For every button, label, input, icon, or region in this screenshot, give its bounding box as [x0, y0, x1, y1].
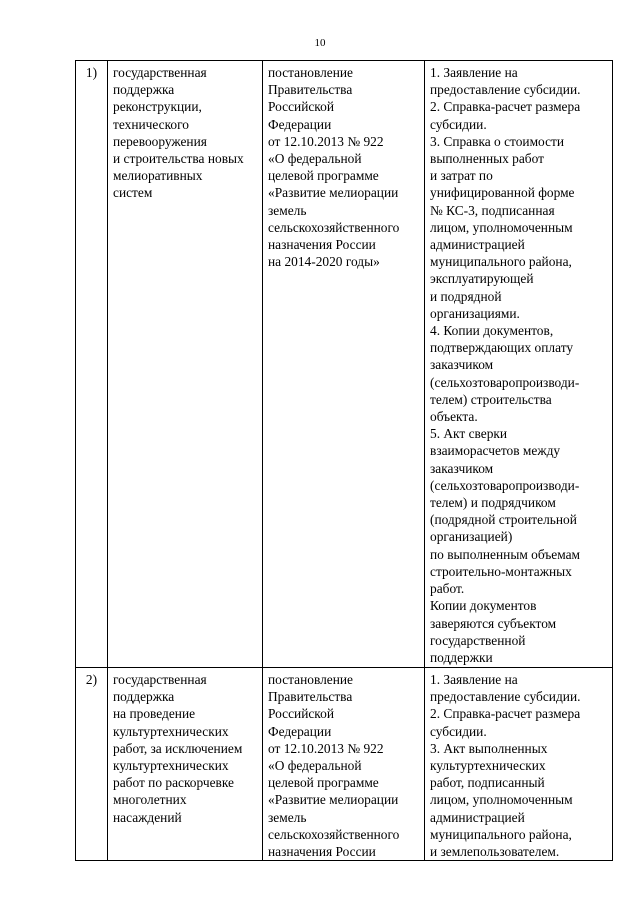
text-line: сельскохозяйственного: [268, 219, 400, 235]
text-line: мелиоративных: [113, 168, 203, 184]
text-line: от 12.10.2013 № 922: [268, 133, 384, 149]
text-line: сельскохозяйственного: [268, 826, 400, 842]
text-line: предоставление субсидии.: [430, 689, 581, 705]
legal-basis-cell: [263, 668, 425, 861]
text-line: (подрядной строительной: [430, 512, 577, 528]
text-line: работ, подписанный: [430, 775, 545, 791]
text-line: работ, за исключением: [113, 740, 243, 756]
text-line: культуртехнических: [113, 723, 229, 739]
text-line: работ.: [430, 581, 465, 597]
text-line: государственная: [113, 672, 207, 687]
text-line: заказчиком: [430, 357, 494, 373]
text-line: и строительства новых: [113, 151, 244, 167]
text-line: заказчиком: [430, 460, 494, 476]
support-type-cell: [108, 668, 263, 861]
text-line: и подрядной: [430, 288, 502, 304]
text-line: взаиморасчетов между: [430, 443, 561, 459]
text-line: целевой программе: [268, 775, 379, 791]
text-line: поддержка: [113, 82, 175, 98]
text-line: (сельхозтоваропроизводи-: [430, 477, 580, 493]
text-line: земель: [268, 809, 307, 825]
text-line: поддержка: [113, 689, 175, 705]
text-line: объекта.: [430, 409, 478, 425]
text-line: насаждений: [113, 809, 182, 825]
text-line: заверяются субъектом: [430, 615, 557, 631]
text-line: администрацией: [430, 809, 525, 825]
table-row: [76, 668, 613, 861]
subsidy-documents-table: [75, 60, 613, 861]
text-line: назначения России: [268, 844, 376, 860]
text-line: 1. Заявление на: [430, 65, 518, 80]
text-line: № КС-3, подписанная: [430, 202, 555, 218]
text-line: 4. Копии документов,: [430, 323, 554, 339]
table-row: [76, 61, 613, 668]
text-line: организацией): [430, 529, 513, 545]
text-line: 5. Акт сверки: [430, 426, 508, 442]
text-line: подтверждающих оплату: [430, 340, 574, 356]
row-number-cell: 1): [76, 61, 108, 668]
text-line: 1. Заявление на: [430, 672, 518, 687]
text-line: на 2014-2020 годы»: [268, 254, 380, 270]
text-line: муниципального района,: [430, 254, 572, 270]
text-line: систем: [113, 185, 153, 201]
text-line: поддержки: [430, 649, 493, 665]
text-line: технического: [113, 116, 189, 132]
text-line: Правительства: [268, 82, 353, 98]
text-line: Российской: [268, 99, 334, 115]
text-line: Федерации: [268, 116, 332, 132]
text-line: перевооружения: [113, 133, 207, 149]
text-line: (сельхозтоваропроизводи-: [430, 374, 580, 390]
text-line: на проведение: [113, 706, 196, 722]
text-line: и землепользователем.: [430, 844, 560, 860]
text-line: реконструкции,: [113, 99, 202, 115]
text-line: телем) и подрядчиком: [430, 495, 556, 511]
text-line: Российской: [268, 706, 334, 722]
text-line: государственной: [430, 632, 526, 648]
text-line: организациями.: [430, 305, 520, 321]
text-line: строительно-монтажных: [430, 563, 572, 579]
text-line: лицом, уполномоченным: [430, 219, 573, 235]
text-line: работ по раскорчевке: [113, 775, 234, 791]
text-line: субсидии.: [430, 723, 487, 739]
text-line: выполненных работ: [430, 151, 544, 167]
text-line: и затрат по: [430, 168, 493, 184]
text-line: 3. Справка о стоимости: [430, 133, 565, 149]
required-documents-cell: [425, 668, 613, 861]
support-type-cell: [108, 61, 263, 668]
required-documents-cell: [425, 61, 613, 668]
text-line: «Развитие мелиорации: [268, 185, 399, 201]
text-line: «О федеральной: [268, 758, 362, 774]
text-line: целевой программе: [268, 168, 379, 184]
text-line: назначения России: [268, 237, 376, 253]
text-line: эксплуатирующей: [430, 271, 534, 287]
text-line: унифицированной форме: [430, 185, 575, 201]
text-line: культуртехнических: [430, 758, 546, 774]
text-line: постановление: [268, 65, 354, 80]
text-line: 2. Справка-расчет размера: [430, 706, 581, 722]
text-line: «О федеральной: [268, 151, 362, 167]
text-line: земель: [268, 202, 307, 218]
text-line: 3. Акт выполненных: [430, 740, 548, 756]
text-line: культуртехнических: [113, 758, 229, 774]
text-line: 2. Справка-расчет размера: [430, 99, 581, 115]
text-line: предоставление субсидии.: [430, 82, 581, 98]
text-line: лицом, уполномоченным: [430, 792, 573, 808]
text-line: субсидии.: [430, 116, 487, 132]
text-line: Правительства: [268, 689, 353, 705]
legal-basis-cell: [263, 61, 425, 668]
text-line: телем) строительства: [430, 391, 552, 407]
text-line: Копии документов: [430, 598, 537, 614]
text-line: муниципального района,: [430, 826, 572, 842]
text-line: от 12.10.2013 № 922: [268, 740, 384, 756]
text-line: многолетних: [113, 792, 187, 808]
text-line: по выполненным объемам: [430, 546, 580, 562]
text-line: «Развитие мелиорации: [268, 792, 399, 808]
text-line: Федерации: [268, 723, 332, 739]
page-number: 10: [314, 37, 326, 49]
text-line: постановление: [268, 672, 354, 687]
row-number-cell: 2): [76, 668, 108, 861]
text-line: государственная: [113, 65, 207, 80]
text-line: администрацией: [430, 237, 525, 253]
